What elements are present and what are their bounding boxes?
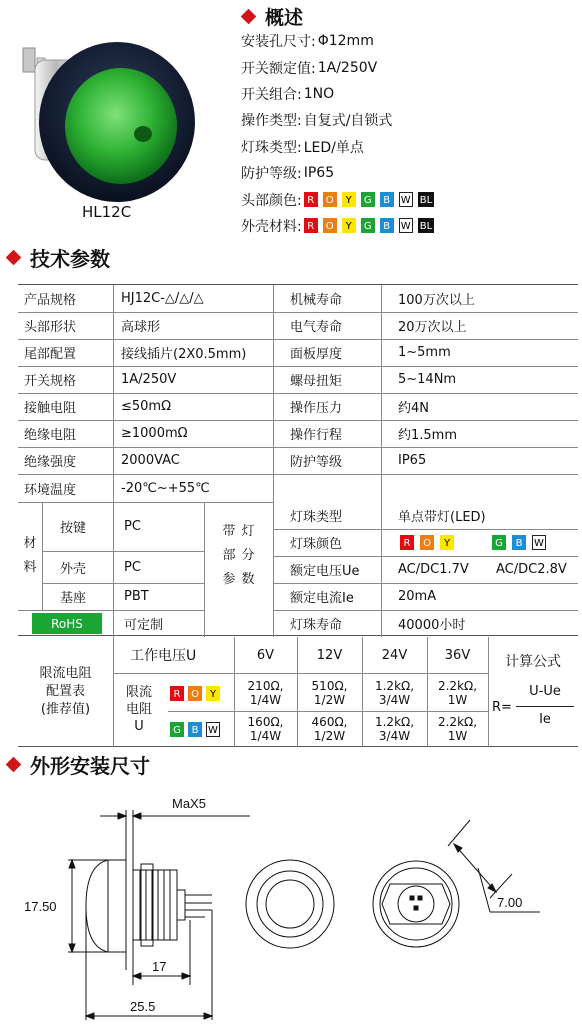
color-chip-white: W <box>532 535 546 550</box>
spec-label: 操作压力 <box>290 401 343 416</box>
spec-label: 产品规格 <box>24 293 77 308</box>
color-chip-green: G <box>170 722 184 737</box>
spec-value: ≤50mΩ <box>121 399 172 414</box>
spec-label: 操作行程 <box>290 428 343 443</box>
resistor-value: 510Ω, 1/2W <box>311 679 348 707</box>
color-chip-green: G <box>361 218 375 233</box>
voltage-header: 24V <box>381 647 408 663</box>
lamp-type-label: 灯珠类型 <box>290 510 343 525</box>
lamp-current-value: 20mA <box>398 589 437 604</box>
head-color-row: 头部颜色: R O Y G B W BL <box>241 192 433 209</box>
overview-row: 防护等级: IP65 <box>241 165 335 183</box>
row1-color-chips <box>170 681 225 705</box>
color-chip-blue: B <box>188 722 202 737</box>
material-value: PC <box>124 519 141 534</box>
spec-label: 电气寿命 <box>290 320 343 335</box>
color-chip-orange: O <box>323 192 337 207</box>
formula-r: R= <box>492 699 512 715</box>
material-part: 按键 <box>60 521 87 536</box>
product-photo <box>15 30 195 205</box>
spec-label: 螺母扭矩 <box>290 374 343 389</box>
rohs-badge: RoHS <box>32 613 102 634</box>
spec-label: 尾部配置 <box>24 347 77 362</box>
spec-value: 1A/250V <box>121 372 177 387</box>
diamond-bullet-icon <box>241 9 257 25</box>
overview-row: 开关额定值: 1A/250V <box>241 59 378 77</box>
spec-value: 约4N <box>398 401 429 416</box>
color-chip-blue: B <box>512 535 526 550</box>
resistor-table <box>18 637 578 747</box>
spec-label: 绝缘电阻 <box>24 428 77 443</box>
lamp-type-value: 单点带灯(LED) <box>398 510 486 525</box>
lamp-voltage-label: 额定电压Ue <box>290 564 360 579</box>
spec-label: 绝缘强度 <box>24 455 77 470</box>
color-chip-orange: O <box>188 686 202 701</box>
formula-denominator: Ie <box>539 711 551 727</box>
limit-resistor-label: 限流 电阻 U <box>125 684 152 734</box>
resistor-value: 160Ω, 1/4W <box>247 715 284 743</box>
lamp-color-label: 灯珠颜色 <box>290 537 343 552</box>
diamond-bullet-icon <box>6 250 22 266</box>
spec-value: 1~5mm <box>398 345 451 360</box>
lamp-life-value: 40000小时 <box>398 618 466 633</box>
lamp-voltage-value: AC/DC1.7V <box>398 562 469 577</box>
lamp-voltage-value: AC/DC2.8V <box>496 562 567 577</box>
color-chip-white: W <box>206 722 220 737</box>
color-chip-white: W <box>399 218 413 233</box>
formula-numerator: U-Ue <box>529 683 561 699</box>
spec-label: 头部形状 <box>24 320 77 335</box>
color-chip-red: R <box>170 686 184 701</box>
rohs-value: 可定制 <box>124 618 164 633</box>
color-chip-red: R <box>304 218 318 233</box>
material-group-label: 材 料 <box>23 536 37 575</box>
spec-value: ≥1000mΩ <box>121 426 188 441</box>
tech-spec-table <box>18 284 578 636</box>
work-voltage-label: 工作电压U <box>130 648 197 664</box>
color-chip-black: BL <box>418 192 434 207</box>
color-chip-red: R <box>400 535 414 550</box>
spec-value: 20万次以上 <box>398 320 467 335</box>
lamp-group-label: 带 部 参 灯 分 数 <box>222 524 255 587</box>
lamp-current-label: 额定电流Ie <box>290 591 354 606</box>
color-chip-orange: O <box>323 218 337 233</box>
spec-value: 100万次以上 <box>398 293 475 308</box>
resistor-title: 限流电阻 配置表 (推荐值) <box>39 666 92 717</box>
overview-title: 概述 <box>265 7 304 29</box>
color-chip-black: BL <box>418 218 434 233</box>
row2-color-chips <box>170 717 225 741</box>
color-chip-green: G <box>492 535 506 550</box>
tech-title: 技术参数 <box>30 247 110 271</box>
spec-label: 机械寿命 <box>290 293 343 308</box>
formula-label: 计算公式 <box>505 654 561 670</box>
spec-value: IP65 <box>398 453 427 468</box>
spec-label: 防护等级 <box>290 455 343 470</box>
color-chip-white: W <box>399 192 413 207</box>
overview-row: 安装孔尺寸: Φ12mm <box>241 33 374 51</box>
overview-row: 灯珠类型: LED/单点 <box>241 139 364 156</box>
color-chip-yellow: Y <box>206 686 220 701</box>
drawing-heading <box>8 750 150 779</box>
dim-length-25: 25.5 <box>130 999 156 1014</box>
dim-max: MaX5 <box>172 796 206 811</box>
dim-height: 17.50 <box>24 899 57 914</box>
overview-section <box>0 0 582 235</box>
resistor-value: 460Ω, 1/2W <box>311 715 348 743</box>
overview-row: 操作类型: 自复式/自锁式 <box>241 113 393 130</box>
resistor-value: 2.2kΩ, 1W <box>437 715 478 743</box>
spec-value: 约1.5mm <box>398 428 458 443</box>
tech-heading <box>8 243 110 272</box>
spec-label: 面板厚度 <box>290 347 343 362</box>
dimension-drawing <box>0 780 582 1024</box>
material-part: 外壳 <box>60 561 87 577</box>
material-value: PBT <box>124 589 149 604</box>
overview-heading <box>243 3 303 30</box>
color-chip-blue: B <box>380 218 394 233</box>
resistor-value: 210Ω, 1/4W <box>247 679 284 707</box>
spec-label: 开关规格 <box>24 374 77 389</box>
voltage-header: 12V <box>316 647 343 663</box>
model-caption: HL12C <box>82 203 132 221</box>
spec-label: 接触电阻 <box>24 401 77 416</box>
color-chip-red: R <box>304 192 318 207</box>
env-temp-value: -20℃~+55℃ <box>121 480 210 496</box>
lamp-color-chips <box>400 529 551 556</box>
spec-value: 高球形 <box>121 320 161 335</box>
color-chip-yellow: Y <box>342 218 356 233</box>
material-value: PC <box>124 559 141 575</box>
spec-value: 5~14Nm <box>398 372 457 387</box>
lamp-life-label: 灯珠寿命 <box>290 618 343 633</box>
resistor-value: 1.2kΩ, 3/4W <box>374 715 415 743</box>
color-chip-yellow: Y <box>440 535 454 550</box>
dim-length-17: 17 <box>152 959 167 974</box>
voltage-header: 36V <box>444 647 471 663</box>
resistor-value: 1.2kΩ, 3/4W <box>374 679 415 707</box>
material-part: 基座 <box>60 591 87 606</box>
env-temp-label: 环境温度 <box>24 482 77 498</box>
overview-spec-list <box>241 28 439 239</box>
shell-material-row: 外壳材料: R O Y G B W BL <box>241 218 433 235</box>
color-chip-blue: B <box>380 192 394 207</box>
color-chip-green: G <box>361 192 375 207</box>
overview-row: 开关组合: 1NO <box>241 85 335 103</box>
dim-diameter: 7.00 <box>497 895 523 910</box>
diamond-bullet-icon <box>6 757 22 773</box>
color-chip-orange: O <box>420 535 434 550</box>
resistor-value: 2.2kΩ, 1W <box>437 679 478 707</box>
voltage-header: 6V <box>256 647 275 663</box>
drawing-title: 外形安装尺寸 <box>30 754 150 778</box>
spec-value: HJ12C-△/△/△ <box>121 291 204 306</box>
spec-value: 2000VAC <box>121 453 180 468</box>
spec-value: 接线插片(2X0.5mm) <box>121 347 247 362</box>
color-chip-yellow: Y <box>342 192 356 207</box>
